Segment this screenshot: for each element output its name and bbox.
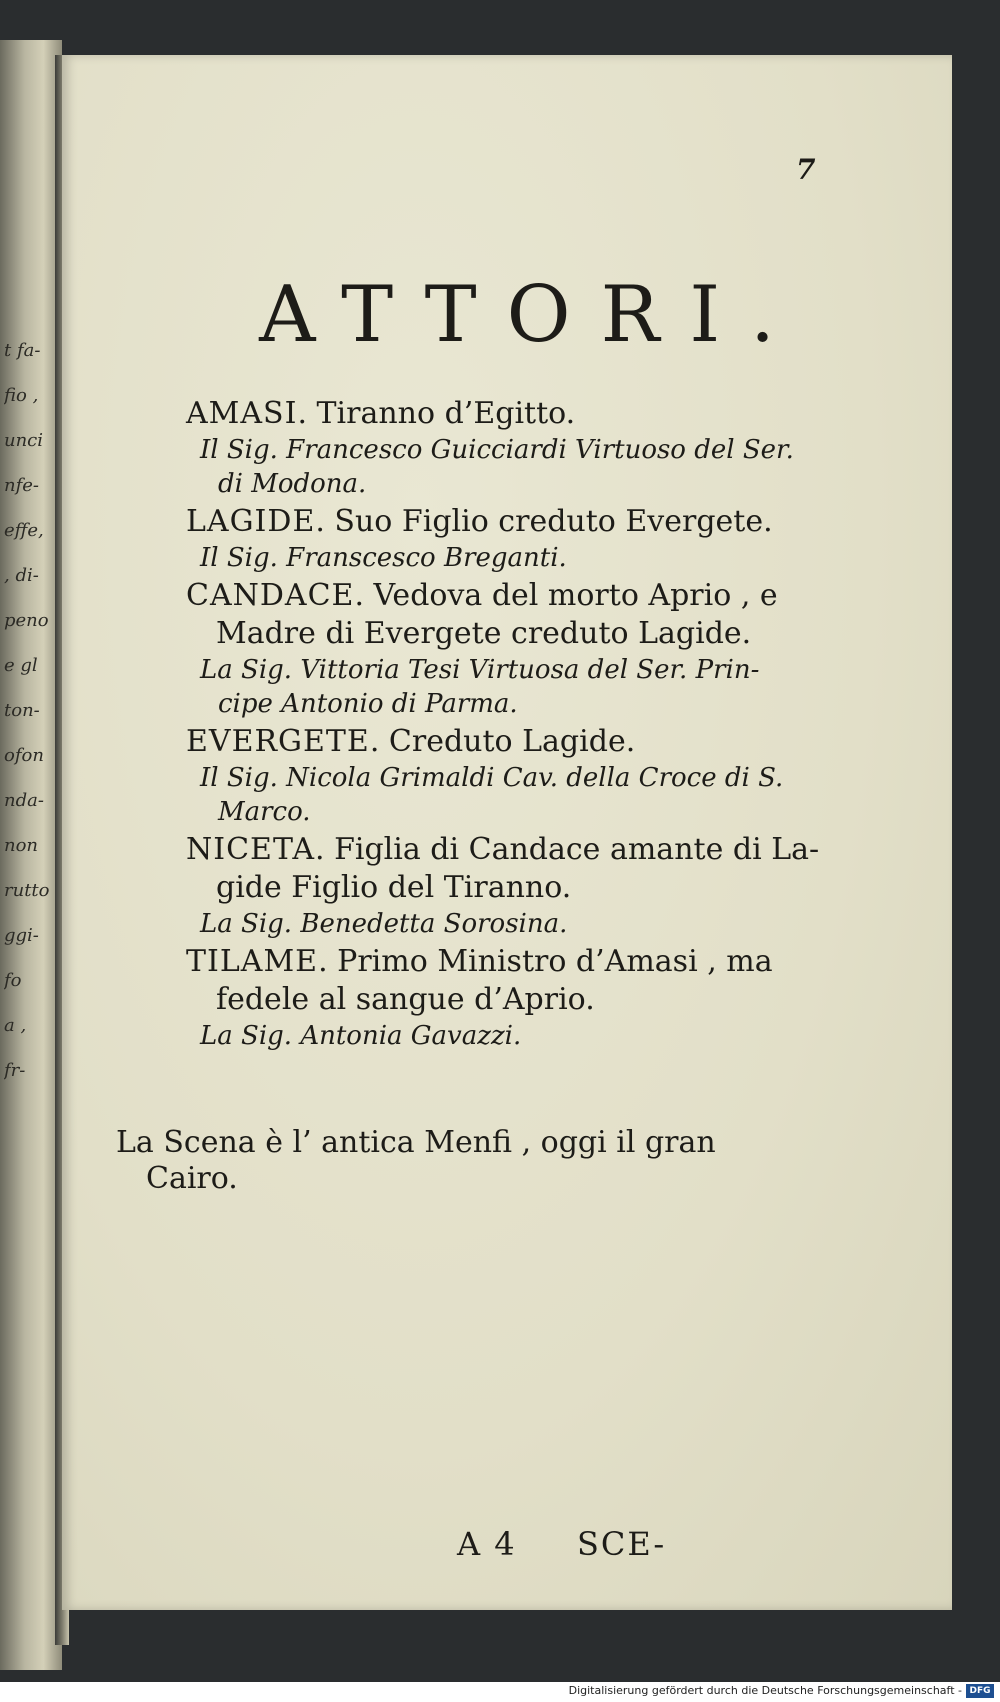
scene-setting <box>116 1125 836 1197</box>
role-description: . Creduto Lagide. <box>369 724 636 759</box>
facing-page-fragment: ggi- <box>4 925 39 946</box>
role-description-continued: fedele al sangue d’Aprio. <box>216 982 595 1017</box>
cast-entry-evergete <box>122 723 842 829</box>
role-description: . Tiranno d’Egitto. <box>297 396 576 431</box>
facing-page-fragment: t fa- <box>4 340 41 361</box>
facing-page-fragment: fio , <box>4 385 39 406</box>
singer-name: La Sig. Benedetta Sorosina. <box>200 909 568 939</box>
facing-page-fragment: peno <box>4 610 49 631</box>
scene-line-continued: Cairo. <box>146 1161 238 1196</box>
singer-name-continued: cipe Antonio di Parma. <box>218 689 518 719</box>
facing-page-fragment: a , <box>4 1015 27 1036</box>
role-description: . Suo Figlio creduto Evergete. <box>315 504 773 539</box>
cast-entry-lagide <box>122 503 842 575</box>
facing-page-fragment: rutto <box>4 880 50 901</box>
facing-page-edge <box>0 40 62 1670</box>
role-name: NICETA <box>186 832 315 867</box>
role-name: CANDACE <box>186 578 355 613</box>
catchword: SCE- <box>577 1525 667 1563</box>
facing-page-fragment: unci <box>4 430 44 451</box>
singer-name-continued: di Modona. <box>218 469 367 499</box>
cast-entry-amasi <box>122 395 842 501</box>
signature-mark: A 4 <box>457 1525 517 1563</box>
page-title: ATTORI. <box>259 270 805 360</box>
singer-name: Il Sig. Nicola Grimaldi Cav. della Croce di S. <box>200 763 784 793</box>
cast-entry-niceta <box>122 831 842 941</box>
page-number: 7 <box>796 153 816 186</box>
role-description-continued: gide Figlio del Tiranno. <box>216 870 572 905</box>
facing-page-fragment: , di- <box>4 565 39 586</box>
singer-name: Il Sig. Francesco Guicciardi Virtuoso del Ser. <box>200 435 794 465</box>
cast-list <box>122 395 842 1055</box>
facing-page-fragment: non <box>4 835 39 856</box>
role-description: . Vedova del morto Aprio , e <box>354 578 778 613</box>
facing-page-fragment: fo <box>4 970 22 991</box>
signature-and-catchword <box>457 1525 857 1563</box>
facing-page-fragment: nda- <box>4 790 44 811</box>
scene-line: La Scena è l’ antica Menfi , oggi il gran <box>116 1125 716 1160</box>
role-description: . Figlia di Candace amante di La- <box>315 832 820 867</box>
facing-page-fragment: nfe- <box>4 475 39 496</box>
role-description: . Primo Ministro d’Amasi , ma <box>318 944 773 979</box>
digitization-footer <box>0 1682 1000 1702</box>
book-page <box>62 55 952 1610</box>
facing-page-fragment: effe, <box>4 520 44 541</box>
singer-name: La Sig. Vittoria Tesi Virtuosa del Ser. Prin- <box>200 655 760 685</box>
singer-name-continued: Marco. <box>218 797 311 827</box>
singer-name: La Sig. Antonia Gavazzi. <box>200 1021 522 1051</box>
facing-page-fragment: e gl <box>4 655 38 676</box>
singer-name: Il Sig. Franscesco Breganti. <box>200 543 567 573</box>
facing-page-fragment: ofon <box>4 745 44 766</box>
footer-credit: Digitalisierung gefördert durch die Deutsche Forschungsgemeinschaft - <box>568 1684 962 1697</box>
facing-page-fragment: ton- <box>4 700 40 721</box>
facing-page-fragment: fr- <box>4 1060 26 1081</box>
role-description-continued: Madre di Evergete creduto Lagide. <box>216 616 752 651</box>
role-name: LAGIDE <box>186 504 316 539</box>
role-name: AMASI <box>186 396 298 431</box>
role-name: TILAME <box>186 944 319 979</box>
role-name: EVERGETE <box>186 724 370 759</box>
cast-entry-candace <box>122 577 842 721</box>
cast-entry-tilame <box>122 943 842 1053</box>
dfg-logo: DFG <box>966 1684 994 1698</box>
